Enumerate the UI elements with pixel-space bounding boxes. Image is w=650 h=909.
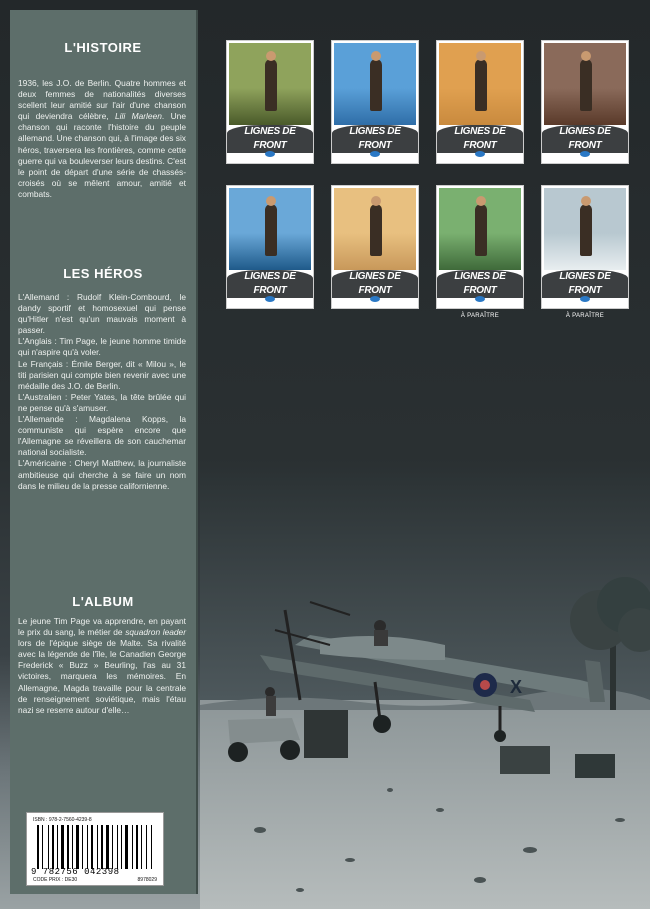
- series-logo: LIGNES DE FRONT: [437, 270, 523, 298]
- synopsis-panel: [10, 10, 198, 894]
- series-cover-6: [331, 185, 419, 309]
- histoire-text: [18, 78, 186, 200]
- series-cover-5: [226, 185, 314, 309]
- series-cover-4: [541, 40, 629, 164]
- publisher-logo-icon: [265, 296, 275, 302]
- spitfire-photo: [200, 470, 650, 909]
- album-text-b: lors de l'épique siège de Malte. Sa rivalité avec la légende de l'île, le Canadien George Frederick « Buzz » Beurling, l'as au 31 victoires, marquera les mémoires. En Allemagne, Magda travaille pour la centrale de renseignement soviétique, mais l'étau nazi se reserre autour d'elle…: [18, 638, 186, 715]
- series-logo: LIGNES DE FRONT: [542, 125, 628, 153]
- cover-illustration: [439, 43, 521, 125]
- cover-hero-figure: [265, 204, 277, 256]
- hero-francais: Le Français : Émile Berger, dit « Milou », le titi parisien qui compte bien revenir avec une médaille des J.O. de Berlin.: [18, 358, 186, 391]
- cover-hero-head: [476, 196, 486, 206]
- series-logo: LIGNES DE FRONT: [332, 270, 418, 298]
- cover-hero-figure: [370, 59, 382, 111]
- series-cover-1: [226, 40, 314, 164]
- barcode-label: [26, 812, 164, 886]
- cover-hero-figure: [475, 59, 487, 111]
- cover-hero-head: [266, 51, 276, 61]
- cover-hero-figure: [580, 59, 592, 111]
- publisher-logo-icon: [265, 151, 275, 157]
- cover-hero-figure: [475, 204, 487, 256]
- series-logo: LIGNES DE FRONT: [542, 270, 628, 298]
- cover-illustration: [334, 188, 416, 270]
- histoire-text-b: . Une chanson qui raconte l'histoire du peuple allemand. Une chanson qui, à l'image des six héros, traversera les frontières, comme cette guerre qui va bouleverser leurs destins. C'est le point de départ d'une série de chassés-croisés où se mêlent amour, amitié et combats.: [18, 111, 186, 199]
- section-title-heros: LES HÉROS: [63, 266, 143, 281]
- section-title-album: L'ALBUM: [72, 594, 134, 609]
- cover-illustration: [229, 188, 311, 270]
- publisher-logo-icon: [370, 296, 380, 302]
- upcoming-label: À PARAÎTRE: [565, 313, 605, 319]
- publisher-logo-icon: [475, 296, 485, 302]
- cover-hero-head: [581, 196, 591, 206]
- hero-allemande: L'Allemande : Magdalena Kopps, la communiste qui espère encore que l'Allemagne se réveillera de son cauchemar national socialiste.: [18, 414, 186, 458]
- hero-australien: L'Australien : Peter Yates, la tête brûlée qui ne pense qu'à s'amuser.: [18, 391, 186, 413]
- cover-illustration: [544, 188, 626, 270]
- cover-hero-head: [371, 51, 381, 61]
- barcode-bars: [37, 825, 155, 869]
- histoire-text-a: 1936, les J.O. de Berlin. Quatre hommes et deux femmes de nationalités diverses scellent leur amitié sur l'air d'une chanson qui deviendra célèbre,: [18, 78, 186, 122]
- svg-text:X: X: [510, 677, 523, 697]
- price-code: CODE PRIX : DE30: [33, 877, 78, 883]
- cover-hero-figure: [265, 59, 277, 111]
- upcoming-label: À PARAÎTRE: [460, 313, 500, 319]
- series-logo: LIGNES DE FRONT: [227, 270, 313, 298]
- cover-hero-head: [476, 51, 486, 61]
- heros-text: [18, 292, 186, 492]
- series-logo: LIGNES DE FRONT: [227, 125, 313, 153]
- cover-hero-head: [266, 196, 276, 206]
- cover-illustration: [334, 43, 416, 125]
- series-cover-8: [541, 185, 629, 309]
- cover-illustration: [229, 43, 311, 125]
- cover-hero-head: [581, 51, 591, 61]
- crate: [500, 746, 550, 774]
- barcode-digits: 9 782756 042398: [31, 867, 120, 877]
- hero-americaine: L'Américaine : Cheryl Matthew, la journaliste ambitieuse qui cherche à se faire un nom dans le milieu de la presse californienne.: [18, 458, 186, 491]
- publisher-logo-icon: [580, 151, 590, 157]
- series-logo: LIGNES DE FRONT: [332, 125, 418, 153]
- section-title-histoire: L'HISTOIRE: [64, 40, 142, 55]
- hero-allemand: L'Allemand : Rudolf Klein-Combourd, le dandy sportif et homosexuel qui pense qu'Hitler n'est qu'un mauvais moment à passer.: [18, 292, 186, 336]
- series-cover-7: [436, 185, 524, 309]
- publisher-logo-icon: [370, 151, 380, 157]
- fuel-drum: [304, 710, 348, 758]
- series-logo: LIGNES DE FRONT: [437, 125, 523, 153]
- cover-illustration: [544, 43, 626, 125]
- album-text-em: squadron leader: [125, 627, 186, 638]
- barcode-ref: 8978029: [137, 877, 157, 883]
- isbn-text: ISBN : 978-2-7560-4239-8: [33, 817, 92, 823]
- cover-hero-head: [371, 196, 381, 206]
- hero-anglais: L'Anglais : Tim Page, le jeune homme timide qui n'aspire qu'à voler.: [18, 336, 186, 358]
- album-text-a: Le jeune Tim Page va apprendre, en payant le prix du sang, le métier de: [18, 616, 186, 638]
- series-cover-3: [436, 40, 524, 164]
- cover-hero-figure: [580, 204, 592, 256]
- album-text: [18, 616, 186, 716]
- publisher-logo-icon: [475, 151, 485, 157]
- cover-illustration: [439, 188, 521, 270]
- series-cover-2: [331, 40, 419, 164]
- song-title: Lili Marleen: [114, 111, 162, 122]
- publisher-logo-icon: [580, 296, 590, 302]
- cover-hero-figure: [370, 204, 382, 256]
